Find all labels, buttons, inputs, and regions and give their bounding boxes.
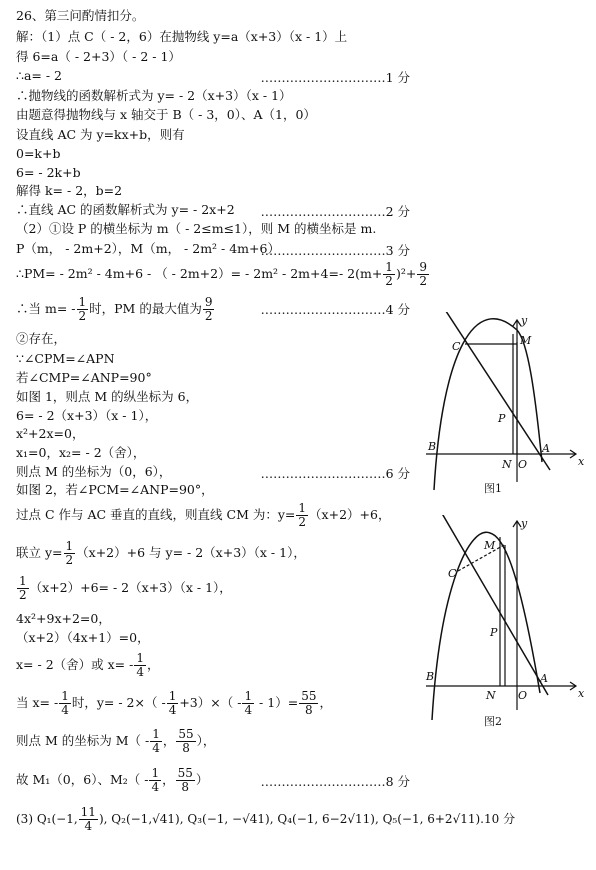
fraction: $\frac{1}{2}$ [298, 501, 307, 529]
label-x: x [578, 455, 585, 468]
fraction: $\frac{9}{2}$ [204, 295, 213, 323]
fraction: $\frac{1}{4}$ [168, 689, 177, 717]
solution-line-y: 当 x= - $\frac{1}{4}$ 时，y= - 2×（ - $\frac{1}{4}$ +3）×（ - $\frac{1}{4}$ - 1）= $\frac{55}{8}$ ， [16, 689, 332, 717]
solution-line-max: ∴当 m= - $\frac{1}{2}$ 时，PM 的最大值为 $\frac{9}{2}$ [16, 295, 213, 323]
figure-2-caption: 图2 [484, 715, 502, 728]
solution-line: ∴直线 AC 的函数解析式为 y= - 2x+2 [16, 202, 235, 217]
score-mark: …………………………1 分 [260, 70, 410, 85]
fraction: $\frac{55}{8}$ [301, 689, 317, 717]
fraction: $\frac{1}{2}$ [65, 539, 74, 567]
figure-1-caption: 图1 [484, 482, 502, 495]
solution-line: 解：（1）点 C（ - 2，6）在抛物线 y=a（x+3）（x - 1）上 [16, 29, 348, 44]
solution-line-result: 故 M₁（0，6）、M₂（ - $\frac{1}{4}$ ， $\frac{55}{8}$ ） [16, 766, 209, 794]
label-p: P [490, 626, 498, 639]
label-y: y [521, 517, 528, 530]
fraction: $\frac{1}{4}$ [61, 689, 69, 717]
label-n: N [502, 458, 512, 471]
score-mark: …………………………3 分 [260, 243, 410, 258]
fraction: $\frac{1}{2}$ [385, 260, 393, 288]
solution-line: ∴a= - 2 [16, 68, 63, 83]
score-mark: …………………………4 分 [260, 302, 410, 317]
score-mark: …………………………2 分 [260, 204, 410, 219]
solution-line: ∴抛物线的函数解析式为 y= - 2（x+3）（x - 1） [16, 88, 292, 103]
label-a: A [542, 442, 550, 455]
fraction: $\frac{1}{4}$ [152, 727, 160, 755]
label-o: O [518, 689, 528, 702]
fraction: $\frac{11}{4}$ [80, 805, 96, 833]
solution-line-cm: 过点 C 作与 AC 垂直的直线，则直线 CM 为：y= $\frac{1}{2}$ （x+2）+6， [16, 501, 391, 529]
label-m: M [484, 539, 496, 552]
fraction: $\frac{1}{4}$ [136, 651, 144, 679]
line-cm [458, 545, 504, 571]
fraction: $\frac{55}{8}$ [178, 727, 194, 755]
score-mark: .10 分 [480, 812, 516, 826]
label-a: A [540, 672, 548, 685]
label-x: x [578, 687, 585, 700]
problem-title: 26、第三问酌情扣分。 [16, 8, 145, 23]
solution-line-system: 联立 y= $\frac{1}{2}$ （x+2）+6 与 y= - 2（x+3）（x - 1）， [16, 539, 306, 567]
fraction: $\frac{55}{8}$ [177, 766, 193, 794]
label-c: C [452, 340, 461, 353]
score-mark: …………………………8 分 [260, 774, 410, 789]
label-b: B [428, 440, 437, 453]
solution-line: 如图 1，则点 M 的纵坐标为 6， [16, 389, 199, 404]
solution-line: 则点 M 的坐标为（0，6）， [16, 464, 172, 479]
fraction: $\frac{9}{2}$ [419, 260, 427, 288]
label-o: O [518, 458, 528, 471]
solution-line: ②存在， [16, 331, 67, 346]
solution-line: 6= - 2（x+3）（x - 1）， [16, 408, 158, 423]
figure-1 [420, 312, 590, 497]
label-m: M [520, 334, 532, 347]
fraction: $\frac{1}{2}$ [19, 574, 27, 602]
solution-line-eq: $\frac{1}{2}$ （x+2）+6= - 2（x+3）（x - 1）， [19, 574, 232, 602]
label-n: N [486, 689, 496, 702]
solution-line: x²+2x=0， [16, 426, 85, 441]
solution-line: 设直线 AC 为 y=kx+b，则有 [16, 127, 185, 142]
solution-line: 0=k+b [16, 146, 61, 161]
fraction: $\frac{1}{4}$ [244, 689, 253, 717]
solution-line: （x+2）（4x+1）=0， [16, 630, 150, 645]
solution-line-m: 则点 M 的坐标为 M（ - $\frac{1}{4}$ ， $\frac{55}{8}$ ）， [16, 727, 216, 755]
solution-line: 得 6=a（ - 2+3）（ - 2 - 1） [16, 49, 181, 64]
solution-line: P（m， - 2m+2），M（m， - 2m² - 4m+6） [16, 241, 280, 256]
solution-line-roots: x= - 2（舍）或 x= - $\frac{1}{4}$ ， [16, 651, 160, 679]
solution-line: 若∠CMP=∠ANP=90° [16, 370, 152, 385]
solution-line-pm: ∴PM= - 2m² - 4m+6 - （ - 2m+2）= - 2m² - 2m+4=- 2(m+ $\frac{1}{2}$ )²+ $\frac{9}{2}$ [16, 260, 427, 288]
fraction: $\frac{1}{4}$ [151, 766, 160, 794]
solution-line: 如图 2，若∠PCM=∠ANP=90°， [16, 482, 214, 497]
fraction: $\frac{1}{2}$ [78, 295, 87, 323]
solution-line: x₁=0，x₂= - 2（舍）， [16, 445, 146, 460]
score-mark: …………………………6 分 [260, 466, 410, 481]
solution-line-q: (3) Q₁(−1, $\frac{11}{4}$ ), Q₂(−1,√41), Q₃(−1, −√41), Q₄(−1, 6−2√11), Q₅(−1, 6+2√11).10 分 [16, 805, 516, 833]
label-y: y [521, 314, 528, 327]
label-p: P [498, 412, 506, 425]
label-b: B [426, 670, 435, 683]
solution-line: 6= - 2k+b [16, 165, 81, 180]
label-c: C [448, 567, 457, 580]
figure-2 [420, 515, 590, 730]
solution-line: ∵∠CPM=∠APN [16, 351, 115, 366]
solution-line: 解得 k= - 2，b=2 [16, 183, 123, 198]
solution-line: 4x²+9x+2=0， [16, 611, 111, 626]
solution-line: 由题意得抛物线与 x 轴交于 B（ - 3，0）、A（1，0） [16, 107, 316, 122]
solution-line: （2）①设 P 的横坐标为 m（ - 2≤m≤1），则 M 的横坐标是 m. [16, 221, 377, 236]
